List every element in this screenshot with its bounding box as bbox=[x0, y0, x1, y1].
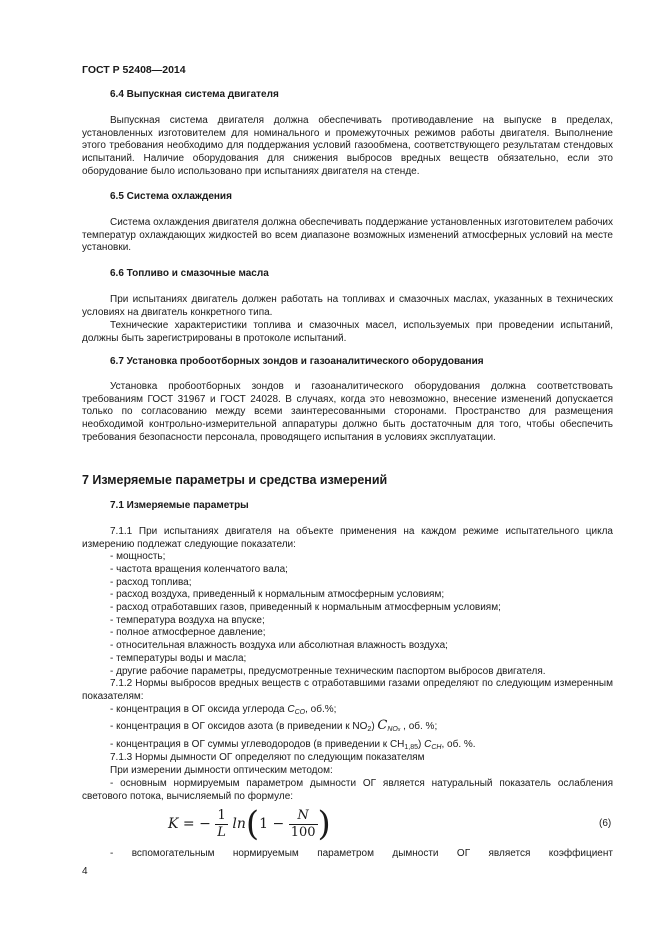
section-7-1-3-text: 7.1.3 Нормы дымности ОГ определяют по следующим показателям bbox=[110, 752, 425, 763]
list-item: - относительная влажность воздуха или абсолютная влажность воздуха; bbox=[110, 640, 448, 651]
section-6-6-title: 6.6 Топливо и смазочные масла bbox=[110, 268, 269, 279]
concentration-ch-line: - концентрация в ОГ суммы углеводородов (в приведении к $CH_{1,85}$) $C_{CH}$, об. %. bbox=[110, 739, 476, 751]
formula-equals: = − bbox=[182, 816, 211, 832]
section-6-5-text: Система охлаждения двигателя должна обеспечивать поддержание установленных изготовителем рабочих температур охлаждающих жидкостей во всем диапазоне возможных изменений атмосферных условий на месте установки. bbox=[82, 217, 613, 254]
concentration-nox-line: - концентрация в ОГ оксидов азота (в приведении к $NO_2$) $C_{NOx}$ , об. %; bbox=[110, 718, 438, 733]
formula-number: (6) bbox=[599, 818, 612, 829]
formula-ln: ln bbox=[232, 816, 246, 832]
section-6-7-text: Установка пробоотборных зондов и газоаналитического оборудования должна соответствовать требованиям ГОСТ 31967 и ГОСТ 24028. В случаях, когда это невозможно, внесение изменений допускается только по согласованию между всеми заинтересованными сторонами. Пространство для размещения необходимой контрольно-измерительной аппаратуры должно быть достаточным для того, чтобы обеспечить требования безопасности персонала, проводящего испытания в условиях эксплуатации. bbox=[82, 381, 613, 443]
formula-6: K = − $\frac{1}{L}$ ln(1 − $\frac{N}{100}$ ) bbox=[168, 804, 331, 844]
list-item: - другие рабочие параметры, предусмотренные техническим паспортом выбросов двигателя. bbox=[110, 666, 546, 677]
list-item: - расход отработавших газов, приведенный к нормальным атмосферным условиям; bbox=[110, 602, 501, 613]
section-7-1-title: 7.1 Измеряемые параметры bbox=[110, 500, 249, 511]
section-6-5-title: 6.5 Система охлаждения bbox=[110, 191, 232, 202]
document-header: ГОСТ Р 52408—2014 bbox=[82, 64, 186, 76]
list-item: - температура воздуха на впуске; bbox=[110, 615, 265, 626]
list-item: - расход топлива; bbox=[110, 577, 192, 588]
section-6-6-text-1: При испытаниях двигатель должен работать на топливах и смазочных маслах, указанных в технических условиях на двигатель конкретного типа. bbox=[82, 294, 613, 318]
formula-fraction-n-over-100: $\frac{N}{100}$ bbox=[290, 807, 316, 840]
list-item: - мощность; bbox=[110, 551, 166, 562]
list-item: - расход воздуха, приведенный к нормальным атмосферным условиям; bbox=[110, 589, 445, 600]
section-6-4-title: 6.4 Выпускная система двигателя bbox=[110, 89, 279, 100]
smoke-method-text: При измерении дымности оптическим методом: bbox=[110, 765, 333, 776]
section-7-1-2-text: 7.1.2 Нормы выбросов вредных веществ с отработавшими газами определяют по следующим измеренным показателям: bbox=[82, 678, 613, 702]
formula-one-minus: 1 − bbox=[259, 816, 285, 832]
list-item: - частота вращения коленчатого вала; bbox=[110, 564, 288, 575]
section-7-1-1-text: 7.1.1 При испытаниях двигателя на объекте применения на каждом режиме испытательного цикла измерению подлежат следующие показатели: bbox=[82, 526, 613, 550]
continuation-line: - вспомогательным нормируемым параметром дымности ОГ является коэффициент bbox=[110, 848, 613, 859]
concentration-co-line: - концентрация в ОГ оксида углерода $C_{CO}$, об.%; bbox=[110, 704, 337, 716]
section-7-title: 7 Измеряемые параметры и средства измерений bbox=[82, 473, 388, 487]
smoke-parameter-text: - основным нормируемым параметром дымности ОГ является натуральный показатель ослабления светового потока, вычисляемый по формуле: bbox=[82, 778, 613, 802]
section-6-4-text: Выпускная система двигателя должна обеспечивать противодавление на выпуске в пределах, установленных изготовителем для номинального и промежуточных режимов работы двигателя. Выполнение этого требования необходимо для поддержания условий газообмена, соответствующего результатам стендовых испытаний. Наличие оборудования для снижения выбросов вредных веществ обязательно, если это оборудование было использовано при испытаниях двигателя на стенде. bbox=[82, 115, 613, 177]
list-item: - полное атмосферное давление; bbox=[110, 627, 266, 638]
section-6-7-title: 6.7 Установка пробоотборных зондов и газоаналитического оборудования bbox=[110, 356, 484, 367]
page-number: 4 bbox=[82, 866, 88, 877]
formula-fraction-1-over-L: $\frac{1}{L}$ bbox=[217, 807, 226, 840]
section-6-6-text-2: Технические характеристики топлива и смазочных масел, используемых при проведении испытаний, должны быть зарегистрированы в протоколе испытаний. bbox=[82, 320, 613, 344]
list-item: - температуры воды и масла; bbox=[110, 653, 247, 664]
formula-lhs: K bbox=[168, 816, 179, 832]
